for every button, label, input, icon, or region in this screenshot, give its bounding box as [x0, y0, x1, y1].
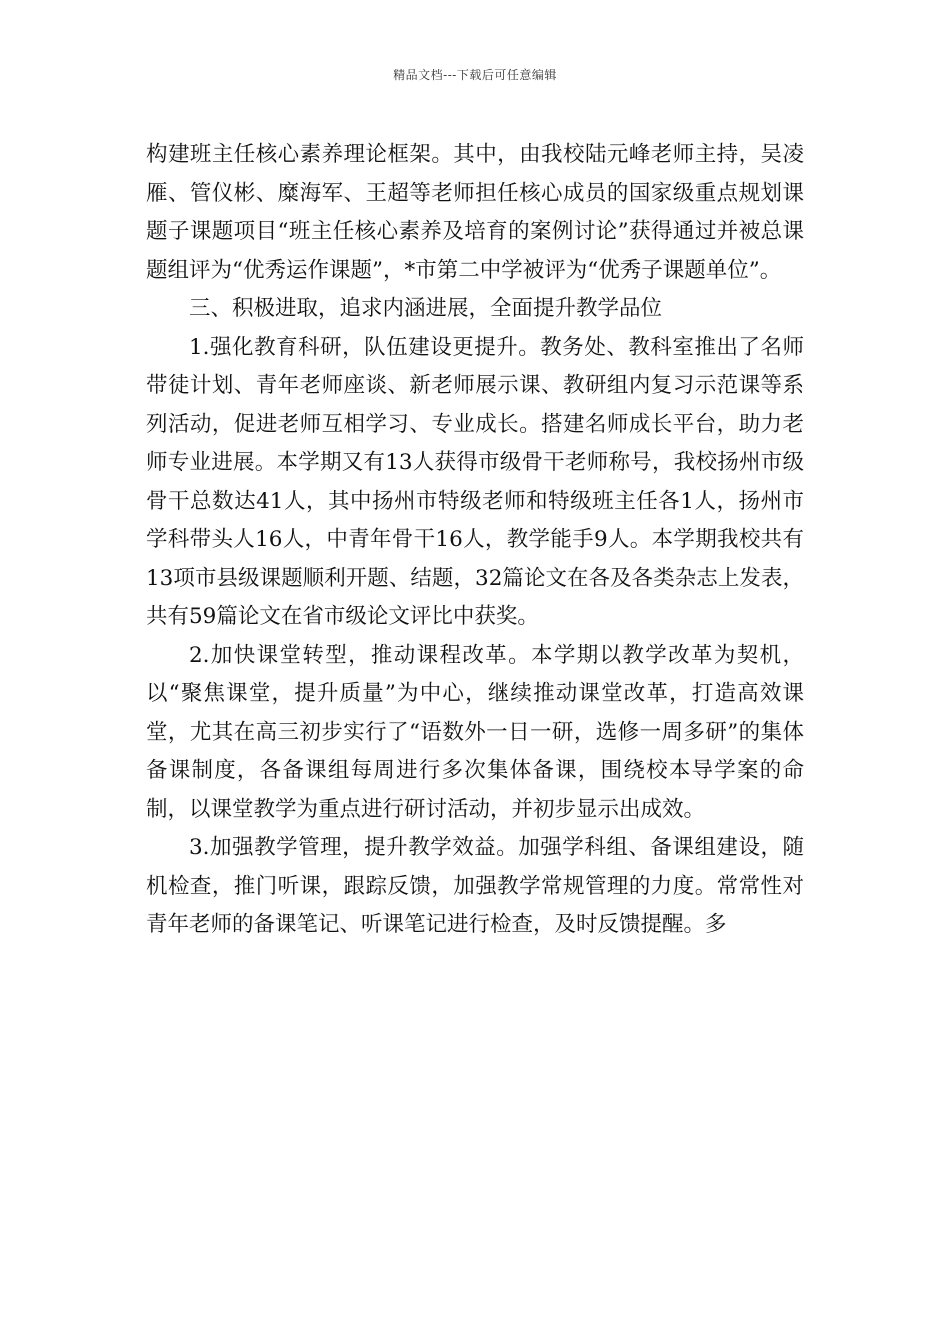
- paragraph-item-3: 3.加强教学管理，提升教学效益。加强学科组、备课组建设，随机检查，推门听课，跟踪反馈，加强教学常规管理的力度。常常性对青年老师的备课笔记、听课笔记进行检查，及时反馈提醒。多: [146, 835, 804, 937]
- paragraph-item-1: 1.强化教育科研，队伍建设更提升。教务处、教科室推出了名师带徒计划、青年老师座谈、新老师展示课、教研组内复习示范课等系列活动，促进老师互相学习、专业成长。搭建名师成长平台，助力老师专业进展。本学期又有13人获得市级骨干老师称号，我校扬州市级骨干总数达41人，其中扬州市特级老师和特级班主任各1人，扬州市学科带头人16人，中青年骨干16人，教学能手9人。本学期我校共有13项市县级课题顺利开题、结题，32篇论文在各及各类杂志上发表，共有59篇论文在省市级论文评比中获奖。: [146, 334, 804, 629]
- paragraph-1: 构建班主任核心素养理论框架。其中，由我校陆元峰老师主持，吴凌雁、管仪彬、糜海军、王超等老师担任核心成员的国家级重点规划课题子课题项目“班主任核心素养及培育的案例讨论”获得通过并被总课题组评为“优秀运作课题”，*市第二中学被评为“优秀子课题单位”。: [146, 142, 804, 283]
- section-heading-3: 三、积极进取，追求内涵进展，全面提升教学品位: [189, 296, 663, 321]
- page-header: 精品文档---下载后可任意编辑: [393, 68, 557, 82]
- document-body: [146, 136, 804, 945]
- paragraph-item-2: 2.加快课堂转型，推动课程改革。本学期以教学改革为契机，以“聚焦课堂，提升质量”为中心，继续推动课堂改革，打造高效课堂，尤其在高三初步实行了“语数外一日一研，选修一周多研”的集体备课制度，各备课组每周进行多次集体备课，围绕校本导学案的命制，以课堂教学为重点进行研讨活动，并初步显示出成效。: [146, 642, 804, 822]
